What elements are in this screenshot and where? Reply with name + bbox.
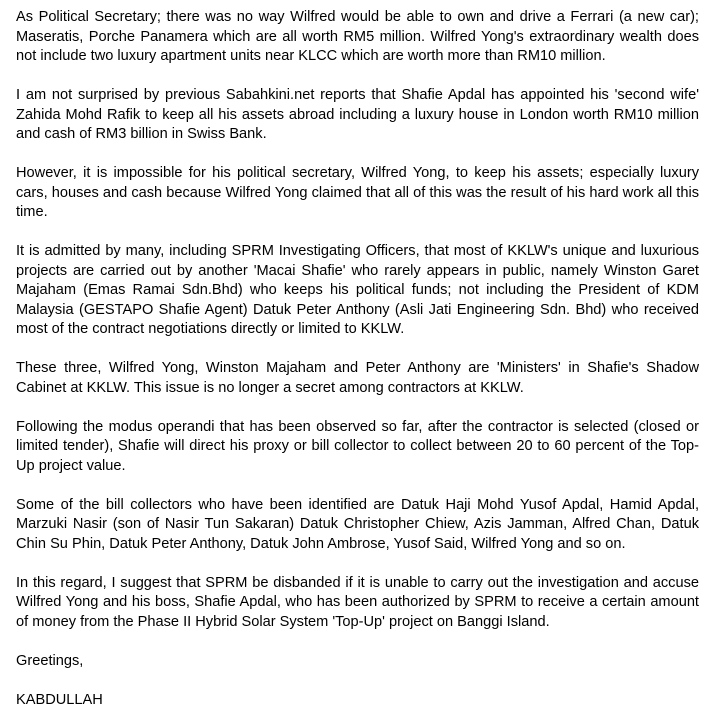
article-body: [16, 8, 699, 710]
paragraph-shadow-cabinet: These three, Wilfred Yong, Winston Majaham and Peter Anthony are 'Ministers' in Shafie's Shadow Cabinet at KKLW. This issue is no longer a secret among contractors at KKLW.: [16, 360, 699, 396]
paragraph-bill-collectors: Some of the bill collectors who have been identified are Datuk Haji Mohd Yusof Apdal, Hamid Apdal, Marzuki Nasir (son of Nasir Tun Sakaran) Datuk Christopher Chiew, Azis Jamman, Alfred Chan, Datuk Chin Su Phin, Datuk Peter Anthony, Datuk John Ambrose, Yusof Said, Wilfred Yong and so on.: [16, 496, 699, 552]
paragraph-second-wife: I am not surprised by previous Sabahkini.net reports that Shafie Apdal has appointed his 'second wife' Zahida Mohd Rafik to keep all his assets abroad including a luxury house in London worth RM10 million and cash of RM3 billion in Swiss Bank.: [16, 87, 699, 142]
paragraph-sprm-suggestion: In this regard, I suggest that SPRM be disbanded if it is unable to carry out the investigation and accuse Wilfred Yong and his boss, Shafie Apdal, who has been authorized by SPRM to receive a certain amount of money from the Phase II Hybrid Solar System 'Top-Up' project on Banggi Island.: [16, 574, 699, 630]
paragraph-wealth: As Political Secretary; there was no way Wilfred would be able to own and drive a Ferrari (a new car); Maseratis, Porche Panamera which are all worth RM5 million. Wilfred Yong's extraordinary wealth does not include two luxury apartment units near KLCC which are worth more than RM10 million.: [16, 9, 699, 64]
paragraph-modus-operandi: Following the modus operandi that has been observed so far, after the contractor is selected (closed or limited tender), Shafie will direct his proxy or bill collector to collect between 20 to 60 percent of the Top-Up project value.: [16, 418, 699, 474]
paragraph-political-secretary: However, it is impossible for his political secretary, Wilfred Yong, to keep his assets; especially luxury cars, houses and cash because Wilfred Yong claimed that all of this was the result of his hard work all this time.: [16, 165, 699, 220]
greeting-line: Greetings,: [16, 652, 84, 669]
paragraph-kklw-projects: It is admitted by many, including SPRM Investigating Officers, that most of KKLW's unique and luxurious projects are carried out by another 'Macai Shafie' who rarely appears in public, namely Winston Garet Majaham (Emas Ramai Sdn.Bhd) who keeps his political funds; not including the President of KDM Malaysia (GESTAPO Shafie Agent) Datuk Peter Anthony (Asli Jati Engineering Sdn. Bhd) who received most of the contract negotiations directly or limited to KKLW.: [16, 243, 699, 337]
signature: KABDULLAH: [16, 691, 103, 708]
